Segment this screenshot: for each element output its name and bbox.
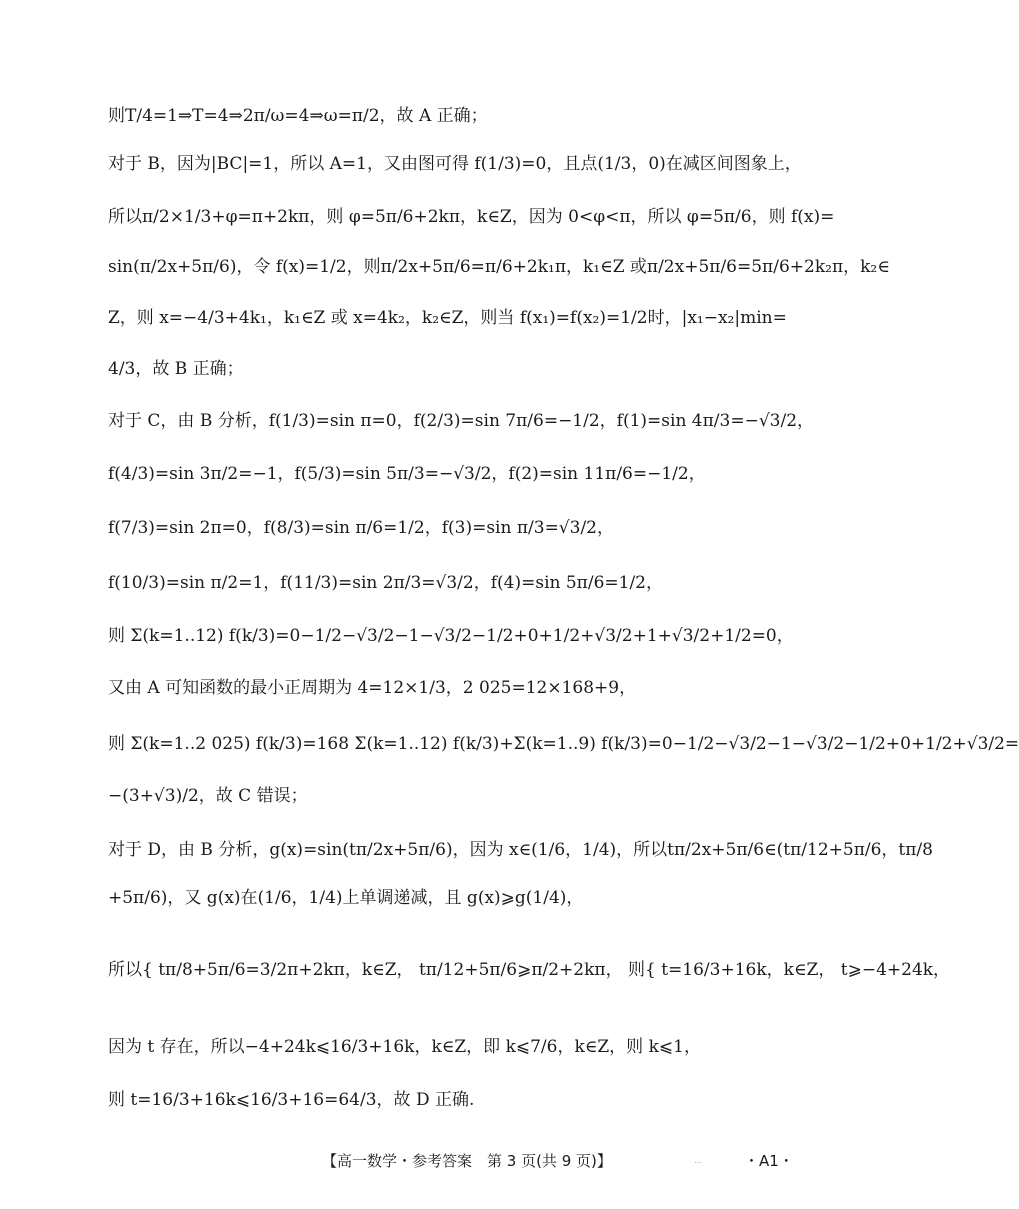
text-line: −(3+√3)/2，故 C 错误； [108,786,308,806]
text-line: 4/3，故 B 正确； [108,359,244,379]
text-line: Z，则 x=−4/3+4k₁，k₁∈Z 或 x=4k₂，k₂∈Z，则当 f(x₁)=f(x₂)=1/2时，|x₁−x₂|min= [108,308,787,328]
footer-tag: ・A1・ [744,1152,794,1170]
text-line: 则 Σ(k=1..2 025) f(k/3)=168 Σ(k=1..12) f(k/3)+Σ(k=1..9) f(k/3)=0−1/2−√3/2−1−√3/2−1/2+0+1/2+√3/2= [108,734,1019,754]
text-line: f(4/3)=sin 3π/2=−1，f(5/3)=sin 5π/3=−√3/2，f(2)=sin 11π/6=−1/2， [108,464,706,484]
text-line: 则T/4=1⇒T=4⇒2π/ω=4⇒ω=π/2，故 A 正确； [108,106,488,126]
text-line: 对于 D，由 B 分析，g(x)=sin(tπ/2x+5π/6)，因为 x∈(1/6，1/4)，所以tπ/2x+5π/6∈(tπ/12+5π/6，tπ/8 [108,840,933,860]
text-line: 对于 C，由 B 分析，f(1/3)=sin π=0，f(2/3)=sin 7π/6=−1/2，f(1)=sin 4π/3=−√3/2， [108,411,815,431]
text-line: 因为 t 存在，所以−4+24k⩽16/3+16k，k∈Z，即 k⩽7/6，k∈Z，则 k⩽1， [108,1037,701,1057]
text-line: 则 Σ(k=1..12) f(k/3)=0−1/2−√3/2−1−√3/2−1/2+0+1/2+√3/2+1+√3/2+1/2=0， [108,626,794,646]
text-line: 所以π/2×1/3+φ=π+2kπ，则 φ=5π/6+2kπ，k∈Z，因为 0<φ<π，所以 φ=5π/6，则 f(x)= [108,207,835,227]
text-line: 对于 B，因为|BC|=1，所以 A=1，又由图可得 f(1/3)=0，且点(1/3，0)在减区间图象上， [108,154,802,174]
footer-title: 【高一数学・参考答案 第 3 页(共 9 页)】 [322,1152,612,1170]
text-line: +5π/6)，又 g(x)在(1/6，1/4)上单调递减，且 g(x)⩾g(1/4)， [108,888,584,908]
text-line: 又由 A 可知函数的最小正周期为 4=12×1/3，2 025=12×168+9， [108,678,637,698]
text-line: 则 t=16/3+16k⩽16/3+16=64/3，故 D 正确. [108,1090,475,1110]
footer-dots: … [694,1156,702,1165]
text-line: sin(π/2x+5π/6)，令 f(x)=1/2，则π/2x+5π/6=π/6+2k₁π，k₁∈Z 或π/2x+5π/6=5π/6+2k₂π，k₂∈ [108,257,890,277]
text-line: 所以{ tπ/8+5π/6=3/2π+2kπ，k∈Z， tπ/12+5π/6⩾π/2+2kπ， 则{ t=16/3+16k，k∈Z， t⩾−4+24k， [108,960,951,980]
text-line: f(10/3)=sin π/2=1，f(11/3)=sin 2π/3=√3/2，f(4)=sin 5π/6=1/2， [108,573,663,593]
text-line: f(7/3)=sin 2π=0，f(8/3)=sin π/6=1/2，f(3)=sin π/3=√3/2， [108,518,614,538]
